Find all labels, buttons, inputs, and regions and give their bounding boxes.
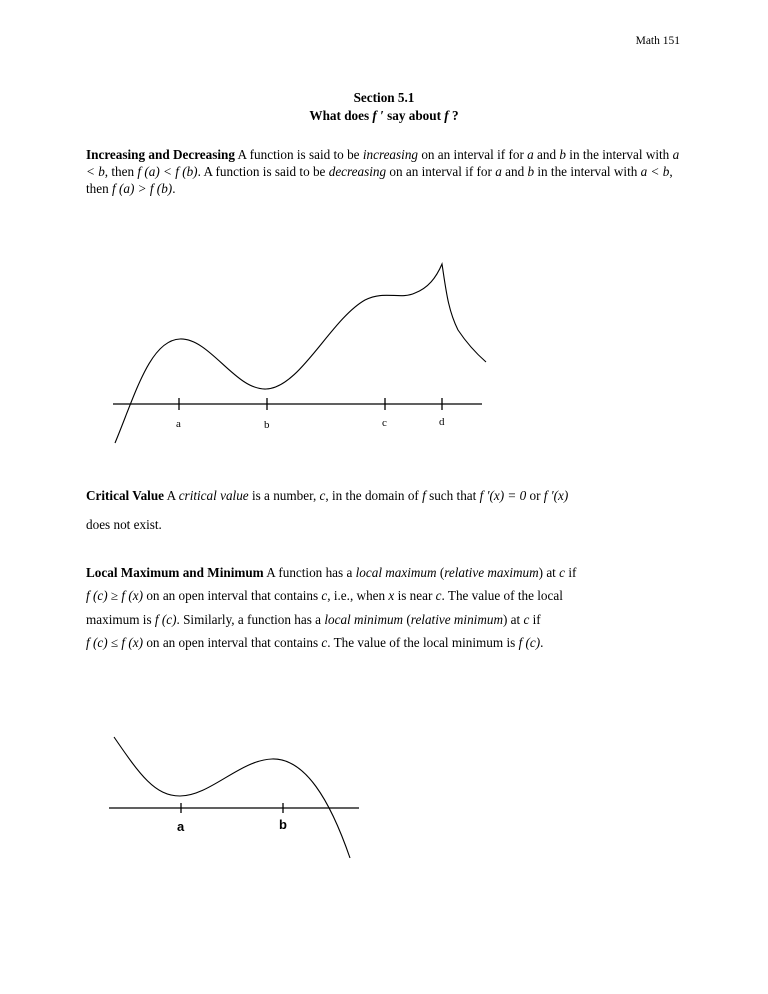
var-c: c [559,565,566,580]
question-mid: say about [387,108,441,123]
text: is near [394,588,436,603]
text: on an open interval that contains [143,588,322,603]
text: A [164,488,179,503]
var-c: c [321,588,328,603]
local-extrema-term: Local Maximum and Minimum [86,565,264,580]
text: maximum is [86,612,155,627]
text: ( [436,565,445,580]
relative-min-word: relative minimum [410,612,503,627]
text: , then [104,164,138,179]
inequality-max: f (c) ≥ f (x) [86,588,144,603]
result: f (a) > f (b) [112,181,173,196]
local-min-word: local minimum [324,612,404,627]
text: if [565,565,577,580]
text: ( [403,612,411,627]
var-c: c [321,635,328,650]
text: ) at [502,612,524,627]
text: on an interval if for [386,164,496,179]
question-fprime: f ′ [372,108,384,123]
critical-value-word: critical value [178,488,249,503]
var-c: c [435,588,442,603]
inequality-min: f (c) ≤ f (x) [86,635,144,650]
local-max-word: local maximum [355,565,437,580]
text: and [501,164,528,179]
decreasing-word: decreasing [328,164,387,179]
var-x: x [388,588,395,603]
text: is a number, [248,488,320,503]
relative-max-word: relative maximum [444,565,539,580]
text: or [526,488,544,503]
tick-label-b: b [264,419,270,431]
section-number: Section 5.1 [353,90,415,105]
text: A function has a [263,565,356,580]
text: . [540,635,544,650]
result: f (a) < f (b) [137,164,198,179]
text: in the interval with [565,147,673,162]
text: . The value of the local [441,588,563,603]
course-header: Math 151 [635,35,680,47]
value-fc: f (c) [154,612,177,627]
increasing-term: Increasing and Decreasing [86,147,235,162]
text: , then [86,164,673,196]
var-a: a [495,164,502,179]
question-f: f [444,108,449,123]
text: A function is said to be [234,147,363,162]
function-curve [114,737,350,858]
text: such that [425,488,480,503]
text: ) at [538,565,560,580]
text: on an interval if for [418,147,528,162]
critical-value-term: Critical Value [86,488,165,503]
var-a: a [527,147,534,162]
value-fc: f (c) [518,635,541,650]
tick-label-a: a [176,418,181,430]
text: , i.e., when [327,588,389,603]
text: and [533,147,560,162]
text: . The value of the local minimum is [327,635,519,650]
equation-derivative-zero: f ′(x) = 0 [479,488,527,503]
tick-label-c: c [382,417,387,429]
text: . A function is said to be [197,164,329,179]
equation-derivative: f ′(x) [543,488,569,503]
tick-label-a: a [177,819,185,834]
text: if [529,612,541,627]
tick-label-d: d [439,416,445,428]
var-c: c [523,612,530,627]
var-b: b [559,147,566,162]
var-b: b [527,164,535,179]
text: . Similarly, a function has a [176,612,325,627]
critical-value-continuation: does not exist. [86,517,162,532]
question-prefix: What does [309,108,370,123]
question-end: ? [452,108,459,123]
increasing-word: increasing [362,147,419,162]
condition: a < b [86,147,680,179]
text: , in the domain of [325,488,423,503]
text: . [172,181,176,196]
text: on an open interval that contains [143,635,322,650]
var-f: f [422,488,426,503]
text: in the interval with [534,164,641,179]
condition: a < b [640,164,670,179]
tick-label-b: b [279,817,287,832]
var-c: c [319,488,326,503]
